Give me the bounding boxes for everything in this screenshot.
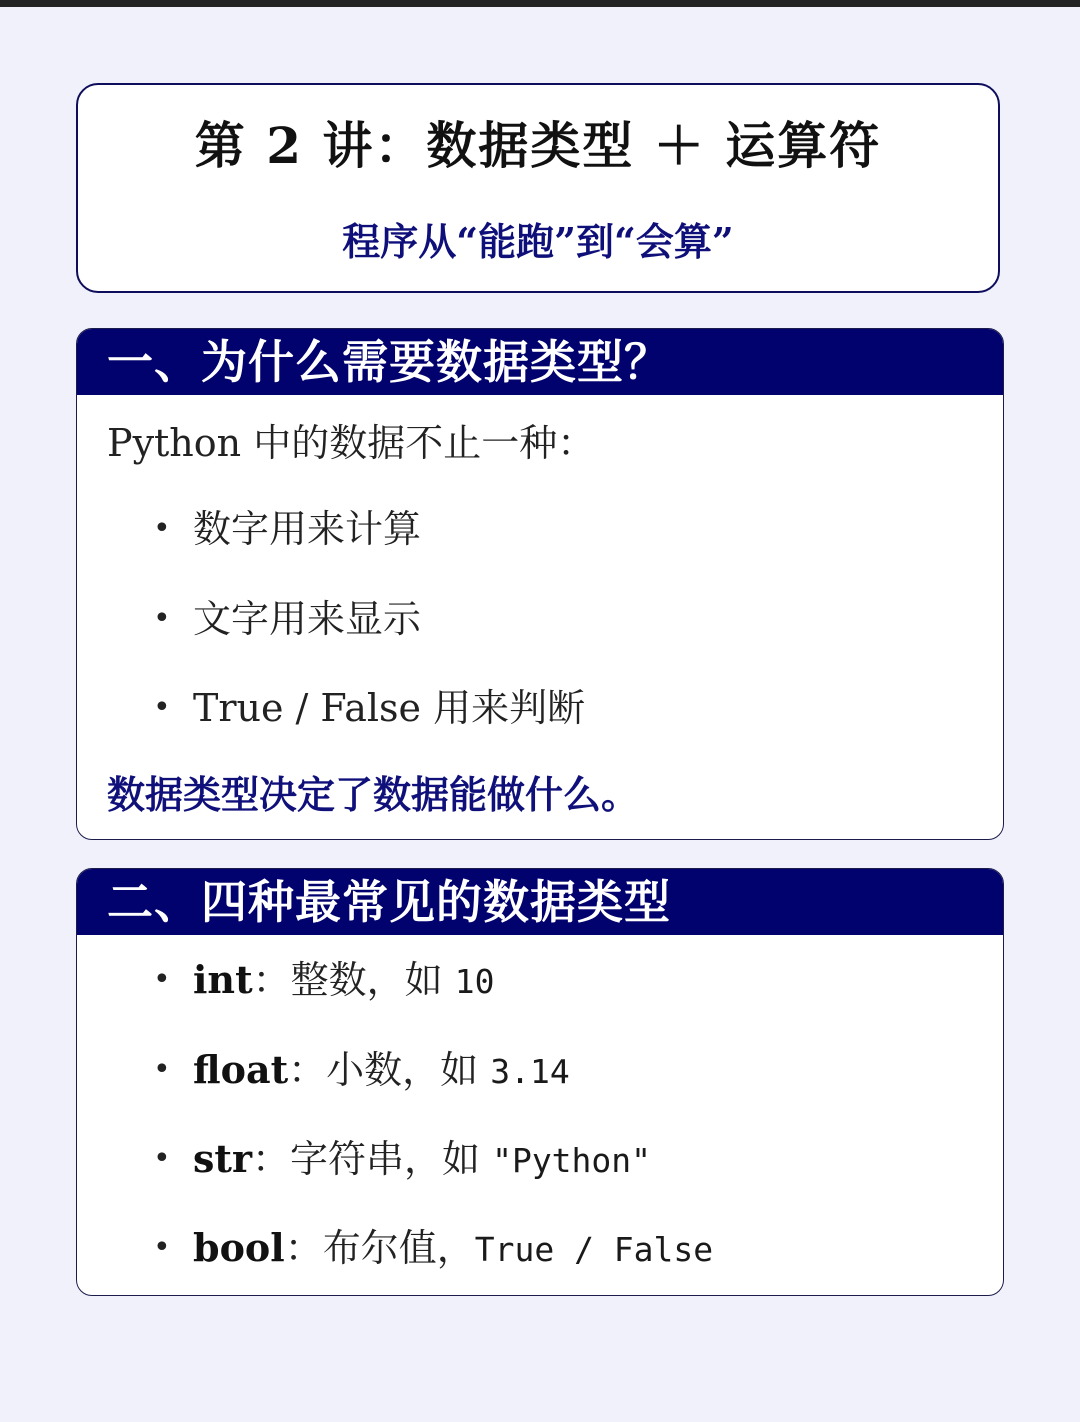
type-description: 布尔值， [322, 1226, 475, 1270]
list-item-text: True / False 用来判断 [193, 686, 586, 730]
conclusion-text: 数据类型决定了数据能做什么。 [107, 772, 640, 817]
bullet-icon: • [153, 962, 171, 997]
type-description: 字符串，如 [289, 1137, 493, 1181]
bullet-icon: • [153, 511, 171, 546]
section-heading: 二、四种最常见的数据类型 [77, 869, 1003, 935]
intro-text: Python 中的数据不止一种： [107, 421, 596, 465]
separator: ： [251, 1137, 290, 1181]
section-heading: 一、为什么需要数据类型？ [77, 329, 1003, 395]
list-item [153, 595, 421, 643]
list-item [153, 1046, 570, 1096]
page-title: 第 2 讲：数据类型 ＋ 运算符 [194, 116, 882, 175]
top-bar [0, 0, 1080, 7]
page-subtitle: 程序从“能跑”到“会算” [342, 219, 734, 264]
bullet-icon: • [153, 1052, 171, 1087]
bullet-icon: • [153, 1141, 171, 1176]
code-example: True / False [474, 1230, 714, 1269]
type-description: 整数，如 [290, 958, 455, 1002]
separator: ： [284, 1226, 323, 1270]
list-item [153, 1224, 713, 1274]
type-name: float [193, 1047, 289, 1092]
separator: ： [288, 1048, 327, 1092]
code-example: 10 [454, 962, 495, 1001]
bullet-icon: • [153, 601, 171, 636]
type-name: str [193, 1136, 252, 1181]
list-item-text: 数字用来计算 [193, 507, 422, 551]
code-example: "Python" [492, 1141, 652, 1180]
section-why-data-types [76, 328, 1004, 840]
list-item-text: 文字用来显示 [193, 597, 422, 641]
title-box [76, 83, 1000, 293]
list-item [153, 505, 421, 553]
code-example: 3.14 [490, 1052, 570, 1091]
type-description: 小数，如 [326, 1048, 491, 1092]
bullet-icon: • [153, 1230, 171, 1265]
type-name: bool [193, 1225, 285, 1270]
type-name: int [193, 957, 253, 1002]
separator: ： [252, 958, 291, 1002]
list-item [153, 1135, 651, 1185]
bullet-icon: • [153, 690, 171, 725]
list-item [153, 684, 585, 732]
list-item [153, 956, 494, 1006]
section-common-data-types [76, 868, 1004, 1296]
